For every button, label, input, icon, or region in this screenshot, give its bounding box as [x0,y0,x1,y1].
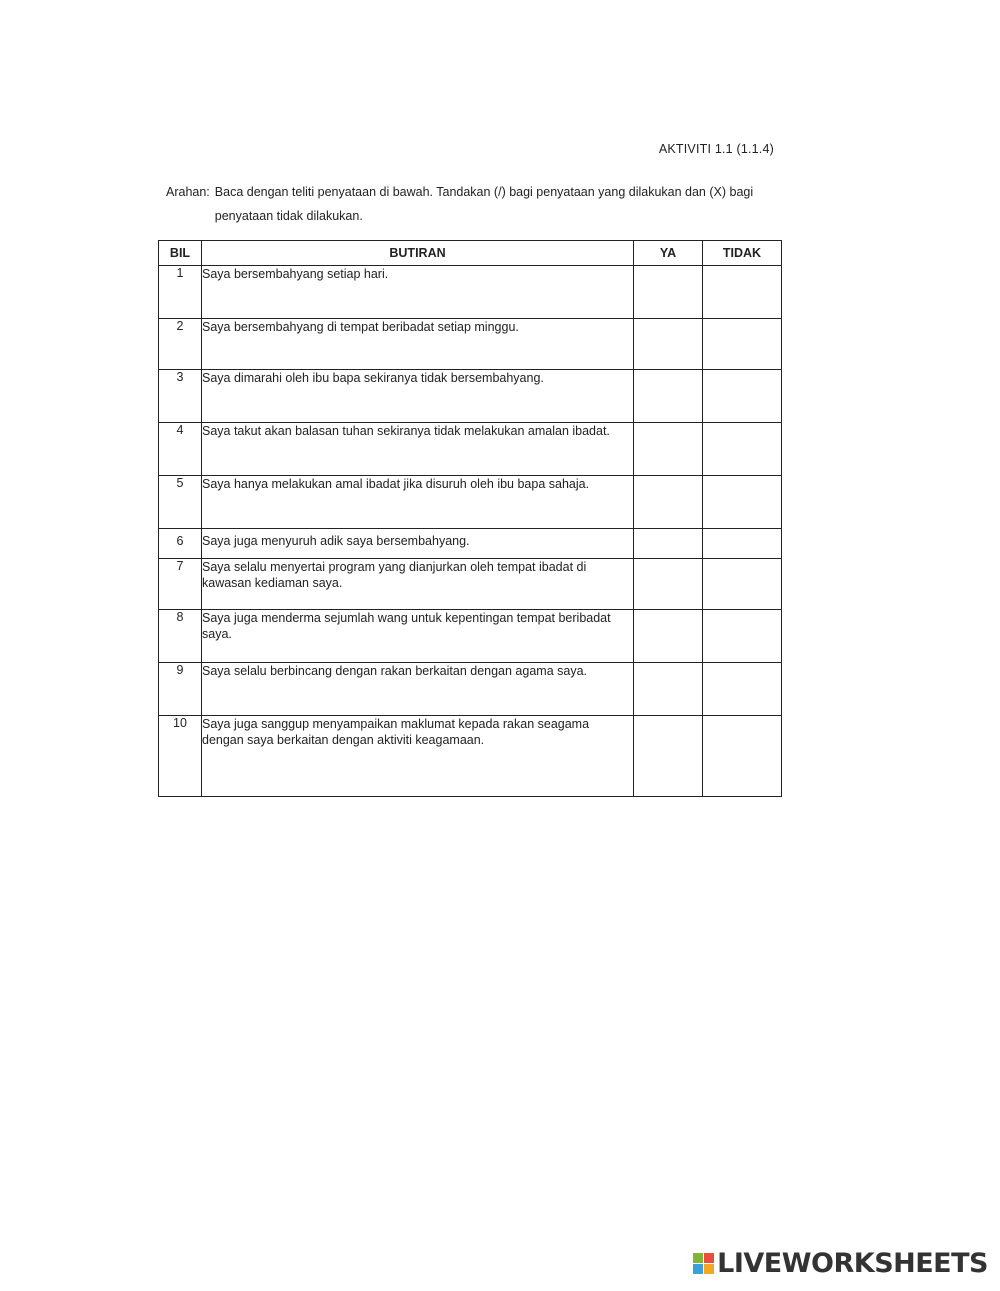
table-row [159,370,782,423]
tidak-answer-box[interactable] [703,716,782,797]
header-bil: BIL [159,241,202,266]
ya-answer-box[interactable] [634,529,703,559]
tidak-answer-box[interactable] [703,319,782,370]
row-number: 9 [159,663,202,716]
tidak-answer-box[interactable] [703,663,782,716]
tidak-answer-box[interactable] [703,370,782,423]
tidak-answer-box[interactable] [703,266,782,319]
row-statement: Saya bersembahyang setiap hari. [202,266,634,319]
ya-answer-box[interactable] [634,610,703,663]
row-statement: Saya selalu menyertai program yang dianjurkan oleh tempat ibadat di kawasan kediaman saya. [202,559,634,610]
logo-square-red [704,1253,714,1263]
row-number: 7 [159,559,202,610]
activity-table [158,240,782,797]
ya-answer-box[interactable] [634,716,703,797]
table-header-row [159,241,782,266]
row-number: 4 [159,423,202,476]
row-statement: Saya dimarahi oleh ibu bapa sekiranya tidak bersembahyang. [202,370,634,423]
header-ya: YA [634,241,703,266]
tidak-answer-box[interactable] [703,423,782,476]
instructions-prefix: Arahan: [166,185,210,199]
tidak-answer-box[interactable] [703,529,782,559]
row-number: 10 [159,716,202,797]
row-number: 1 [159,266,202,319]
row-statement: Saya bersembahyang di tempat beribadat setiap minggu. [202,319,634,370]
table-row [159,663,782,716]
instructions-text: Baca dengan teliti penyataan di bawah. Tandakan (/) bagi penyataan yang dilakukan dan (X) bagi penyataan tidak dilakukan. [214,185,754,223]
table-row [159,476,782,529]
activity-label: AKTIVITI 1.1 (1.1.4) [658,142,774,156]
logo-square-green [693,1253,703,1263]
table-row [159,716,782,797]
logo-square-blue [693,1264,703,1274]
tidak-answer-box[interactable] [703,610,782,663]
table-row [159,559,782,610]
logo-square-orange [704,1264,714,1274]
row-statement: Saya selalu berbincang dengan rakan berkaitan dengan agama saya. [202,663,634,716]
liveworksheets-logo-icon [693,1253,714,1274]
ya-answer-box[interactable] [634,266,703,319]
row-statement: Saya juga sanggup menyampaikan maklumat kepada rakan seagama dengan saya berkaitan dengan aktiviti keagamaan. [202,716,634,797]
logo-text: LIVEWORKSHEETS [717,1248,988,1279]
header-tidak: TIDAK [703,241,782,266]
row-number: 3 [159,370,202,423]
header-butiran: BUTIRAN [202,241,634,266]
instructions [166,180,766,228]
ya-answer-box[interactable] [634,319,703,370]
liveworksheets-logo[interactable] [693,1250,988,1277]
row-number: 6 [159,529,202,559]
row-number: 2 [159,319,202,370]
row-number: 8 [159,610,202,663]
table-row [159,319,782,370]
table-row [159,610,782,663]
tidak-answer-box[interactable] [703,476,782,529]
table-row [159,529,782,559]
row-statement: Saya juga menyuruh adik saya bersembahyang. [202,529,634,559]
row-statement: Saya hanya melakukan amal ibadat jika disuruh oleh ibu bapa sahaja. [202,476,634,529]
ya-answer-box[interactable] [634,663,703,716]
row-statement: Saya takut akan balasan tuhan sekiranya tidak melakukan amalan ibadat. [202,423,634,476]
row-statement: Saya juga menderma sejumlah wang untuk kepentingan tempat beribadat saya. [202,610,634,663]
table-row [159,266,782,319]
row-number: 5 [159,476,202,529]
table-row [159,423,782,476]
ya-answer-box[interactable] [634,476,703,529]
ya-answer-box[interactable] [634,370,703,423]
ya-answer-box[interactable] [634,423,703,476]
ya-answer-box[interactable] [634,559,703,610]
tidak-answer-box[interactable] [703,559,782,610]
